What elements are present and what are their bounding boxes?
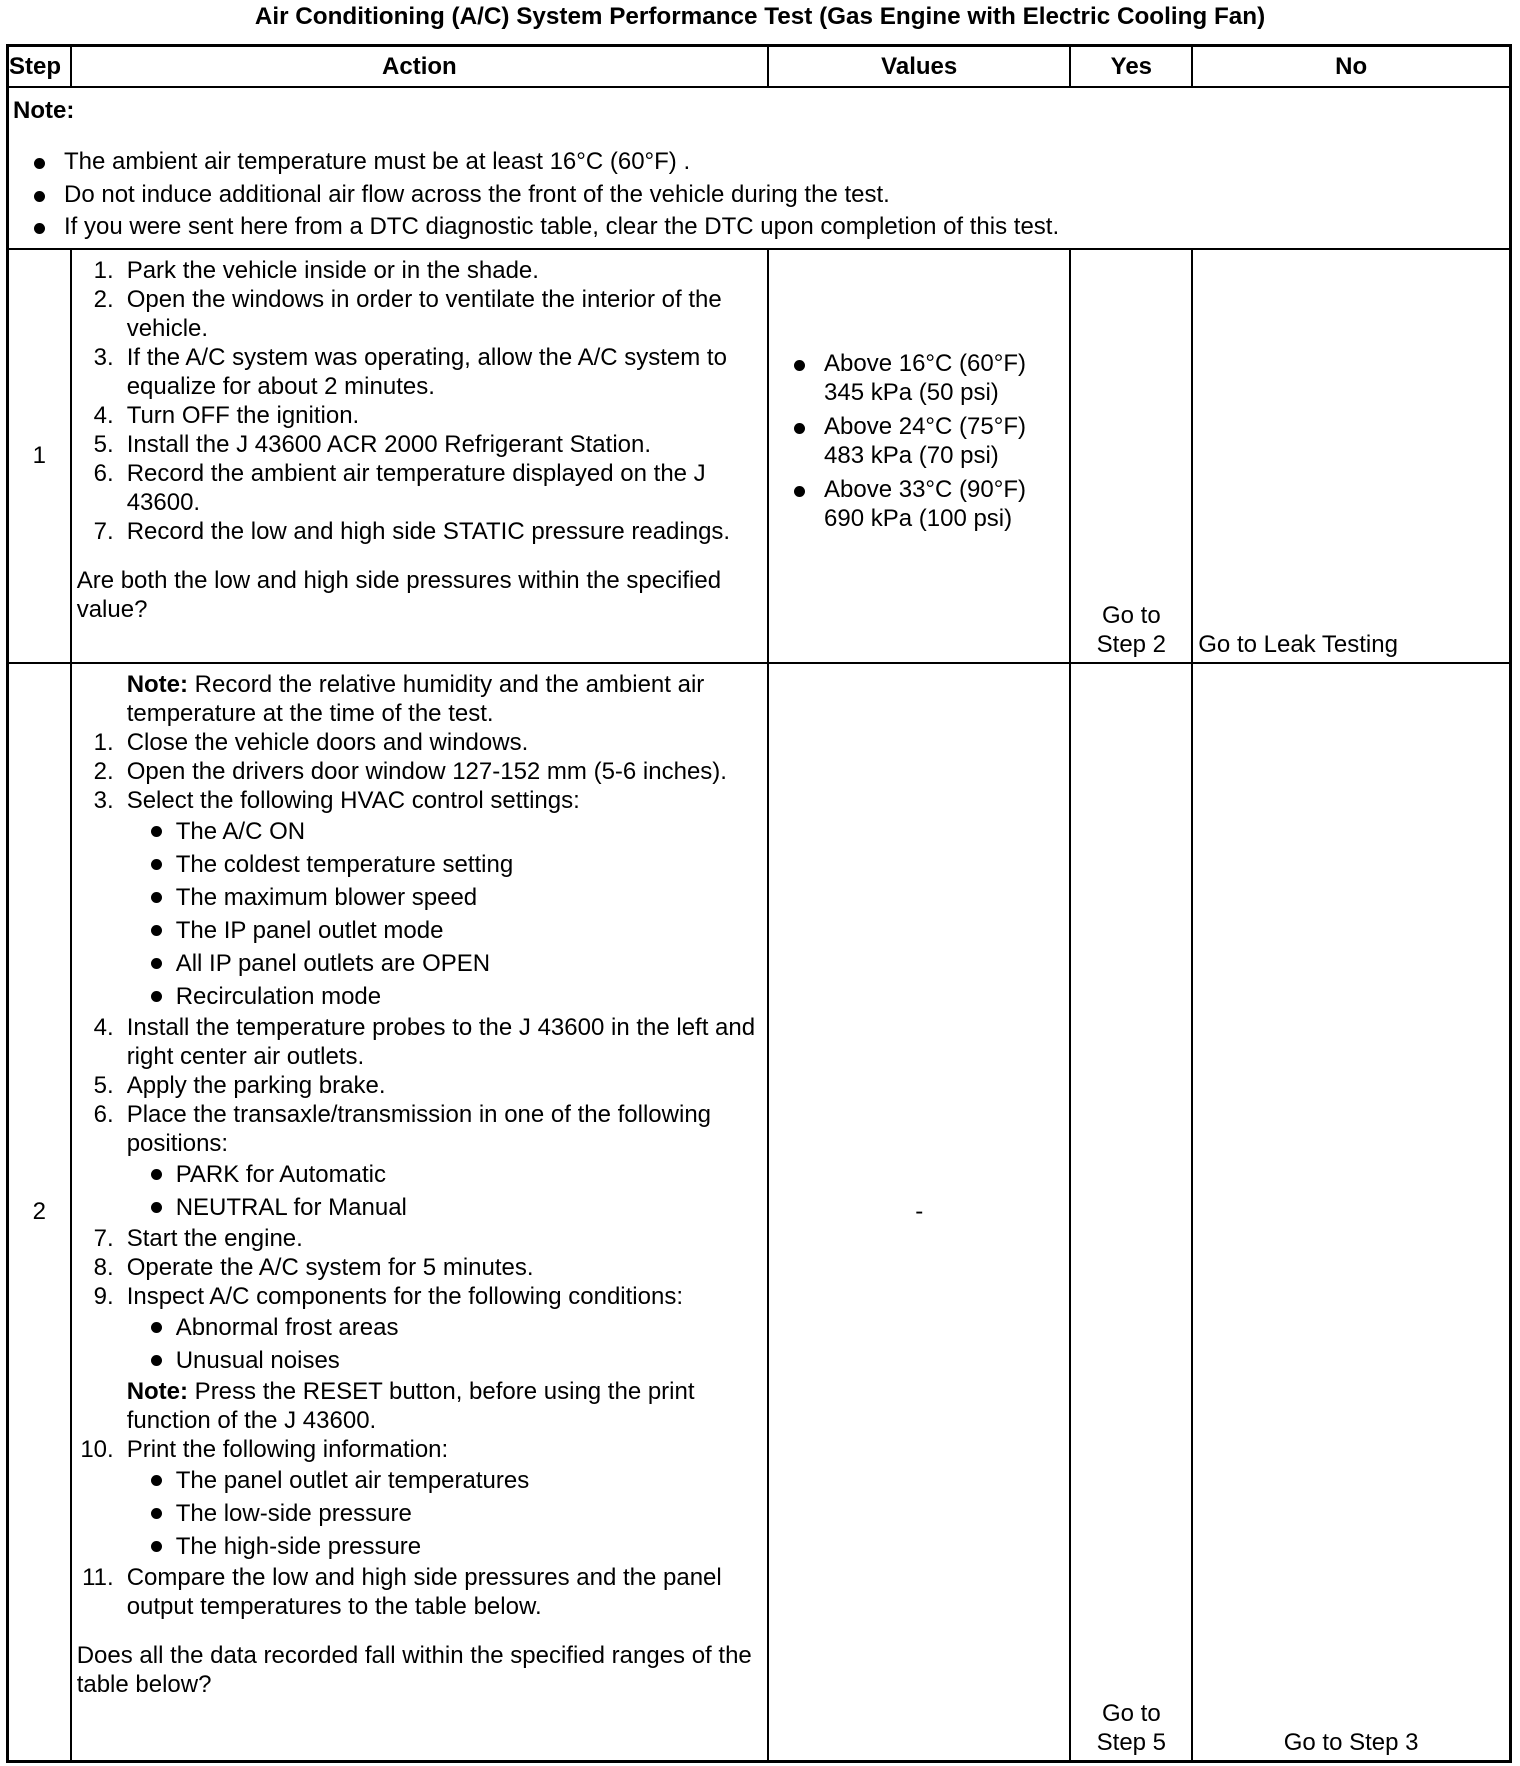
header-row [8, 46, 1511, 88]
note-item: Do not induce additional air flow across the front of the vehicle during the test. [9, 179, 1509, 212]
yes-line: Go to [1101, 602, 1161, 629]
sub-item: The low-side pressure [72, 1497, 767, 1530]
step2-action-list [72, 1563, 767, 1621]
note-cell [8, 87, 1511, 249]
header-values: Values [768, 46, 1070, 88]
sub-item: The panel outlet air temperatures [72, 1464, 767, 1497]
action-item: 1. Park the vehicle inside or in the shade. [93, 257, 539, 284]
step1-values-list [769, 349, 1069, 533]
step2-action-list [72, 1013, 767, 1158]
sub-item: The high-side pressure [72, 1530, 767, 1563]
step1-question: Are both the low and high side pressures within the specified value? [76, 567, 722, 623]
action-item: 7. Record the low and high side STATIC pressure readings. [93, 518, 731, 545]
sub-item: NEUTRAL for Manual [72, 1191, 767, 1224]
step2-action-cell [71, 663, 768, 1761]
action-item: 3. If the A/C system was operating, allow the A/C system to equalize for about 2 minutes. [93, 344, 727, 400]
action-item: 6. Record the ambient air temperature displayed on the J 43600. [93, 460, 706, 516]
action-item: 10. Print the following information: [80, 1436, 449, 1463]
header-step: Step [8, 46, 71, 88]
step2-yes-cell [1070, 663, 1192, 1761]
value-item: Above 24°C (75°F) 483 kPa (70 psi) [769, 412, 1069, 470]
note-label: Note: [13, 97, 75, 124]
action-item: 4. Install the temperature probes to the J 43600 in the left and right center air outlets. [93, 1014, 756, 1070]
no-text: Go to Step 3 [1283, 1728, 1419, 1756]
sub-item: The A/C ON [72, 815, 767, 848]
sub-item: All IP panel outlets are OPEN [72, 947, 767, 980]
yes-line: Step 2 [1096, 631, 1167, 658]
sub-item: Abnormal frost areas [72, 1311, 767, 1344]
step-number: 1 [8, 249, 71, 663]
no-text: Go to Leak Testing [1198, 631, 1398, 658]
step1-action-list [72, 256, 767, 546]
action-item: 5. Install the J 43600 ACR 2000 Refrigerant Station. [93, 431, 652, 458]
sub-item: The maximum blower speed [72, 881, 767, 914]
step2-action-list [72, 1224, 767, 1311]
note-list [9, 146, 1509, 244]
action-item: 8. Operate the A/C system for 5 minutes. [93, 1254, 534, 1281]
step-number: 2 [8, 663, 71, 1761]
transmission-positions-list [72, 1158, 767, 1224]
note-item: If you were sent here from a DTC diagnostic table, clear the DTC upon completion of this test. [9, 211, 1509, 244]
header-action: Action [71, 46, 768, 88]
step2-question: Does all the data recorded fall within the specified ranges of the table below? [76, 1642, 752, 1698]
action-item: 2. Open the windows in order to ventilate the interior of the vehicle. [93, 286, 722, 342]
sub-item: Unusual noises [72, 1344, 767, 1377]
page-title: Air Conditioning (A/C) System Performance Test (Gas Engine with Electric Cooling Fan) [254, 3, 1266, 30]
step2-reset-note: Note: Press the RESET button, before using the print function of the J 43600. [126, 1378, 695, 1434]
value-item: Above 16°C (60°F) 345 kPa (50 psi) [769, 349, 1069, 407]
yes-line: Step 5 [1096, 1728, 1167, 1756]
step2-action-list [72, 1435, 767, 1464]
yes-line: Go to [1101, 1699, 1161, 1727]
step2-no-cell [1192, 663, 1510, 1761]
action-item: 6. Place the transaxle/transmission in one of the following positions: [93, 1101, 712, 1157]
header-no: No [1192, 46, 1510, 88]
hvac-settings-list [72, 815, 767, 1013]
step-row-1 [8, 249, 1511, 663]
sub-item: Recirculation mode [72, 980, 767, 1013]
action-item: 11. Compare the low and high side pressures and the panel output temperatures to the table below. [82, 1564, 722, 1620]
print-info-list [72, 1464, 767, 1563]
step2-note: Note: Record the relative humidity and the ambient air temperature at the time of the test. [126, 671, 705, 727]
step2-action-list [72, 728, 767, 815]
step1-no-cell [1192, 249, 1510, 663]
action-item: 2. Open the drivers door window 127-152 mm (5-6 inches). [93, 758, 727, 785]
value-item: Above 33°C (90°F) 690 kPa (100 psi) [769, 475, 1069, 533]
sub-item: The IP panel outlet mode [72, 914, 767, 947]
step-row-2 [8, 663, 1511, 1761]
note-item: The ambient air temperature must be at least 16°C (60°F) . [9, 146, 1509, 179]
action-item: 7. Start the engine. [93, 1225, 303, 1252]
action-item: 1. Close the vehicle doors and windows. [93, 729, 529, 756]
header-yes: Yes [1070, 46, 1192, 88]
action-item: 3. Select the following HVAC control settings: [93, 787, 580, 814]
action-item: 5. Apply the parking brake. [93, 1072, 386, 1099]
diagnostic-table [6, 44, 1512, 1763]
conditions-list [72, 1311, 767, 1377]
step1-values-cell [768, 249, 1070, 663]
step1-yes-cell [1070, 249, 1192, 663]
step1-action-cell [71, 249, 768, 663]
sub-item: The coldest temperature setting [72, 848, 767, 881]
action-item: 9. Inspect A/C components for the following conditions: [93, 1283, 683, 1310]
note-row [8, 87, 1511, 249]
action-item: 4. Turn OFF the ignition. [93, 402, 360, 429]
step2-values-cell: - [768, 663, 1070, 1761]
sub-item: PARK for Automatic [72, 1158, 767, 1191]
